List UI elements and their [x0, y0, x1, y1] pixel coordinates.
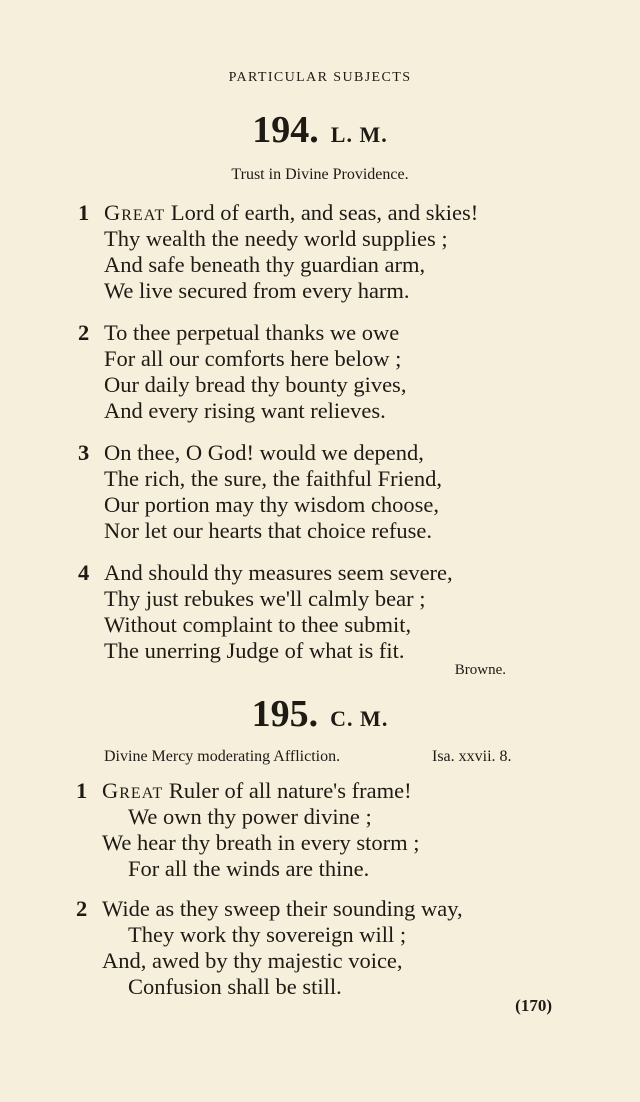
verse-line: We own thy power divine ;: [128, 804, 372, 829]
stanza-number: 3: [78, 440, 90, 465]
stanza-number: 2: [78, 320, 90, 345]
verse-line: And should thy measures seem severe,: [104, 560, 453, 585]
hymn-194-heading: [0, 108, 640, 152]
verse-line: We live secured from every harm.: [104, 278, 410, 303]
verse-line: And, awed by thy majestic voice,: [102, 948, 403, 973]
hymn-number: 195.: [251, 693, 319, 735]
running-head: PARTICULAR SUBJECTS: [228, 70, 412, 85]
first-line-rest: Ruler of all nature's frame!: [163, 778, 412, 803]
hymn-meter: L. M.: [330, 122, 388, 147]
verse-line: Thy wealth the needy world supplies ;: [104, 226, 448, 251]
stanza-number: 1: [78, 200, 90, 225]
verse-line: For all our comforts here below ;: [104, 346, 402, 371]
verse-line: Our portion may thy wisdom choose,: [104, 492, 439, 517]
page-number: (170): [515, 996, 552, 1015]
first-line-rest: Lord of earth, and seas, and skies!: [165, 200, 479, 225]
verse-line: The unerring Judge of what is fit.: [104, 638, 405, 663]
first-word: Great: [102, 778, 164, 803]
verse-line: Thy just rebukes we'll calmly bear ;: [104, 586, 426, 611]
verse-line: Without complaint to thee submit,: [104, 612, 412, 637]
verse-line: For all the winds are thine.: [128, 856, 370, 881]
verse-line: Our daily bread thy bounty gives,: [104, 372, 407, 397]
verse-line: Nor let our hearts that choice refuse.: [104, 518, 432, 543]
hymn-meter: C. M.: [330, 706, 389, 731]
verse-line: Confusion shall be still.: [128, 974, 342, 999]
verse-line: They work thy sovereign will ;: [128, 922, 407, 947]
verse-line: [104, 200, 478, 226]
first-word: Great: [104, 200, 166, 225]
hymn-195-heading: [0, 692, 640, 736]
hymn-number: 194.: [252, 109, 319, 151]
verse-line: On thee, O God! would we depend,: [104, 440, 424, 465]
stanza-number: 4: [78, 560, 90, 585]
verse-line: To thee perpetual thanks we owe: [104, 320, 400, 345]
verse-line: And every rising want relieves.: [104, 398, 386, 423]
verse-line: Wide as they sweep their sounding way,: [102, 896, 463, 921]
hymn-subtitle: Trust in Divine Providence.: [231, 166, 409, 183]
stanza-number: 1: [76, 778, 88, 803]
hymn-author: Browne.: [454, 662, 506, 678]
stanza-number: 2: [76, 896, 88, 921]
verse-line: And safe beneath thy guardian arm,: [104, 252, 426, 277]
verse-line: We hear thy breath in every storm ;: [102, 830, 420, 855]
hymn-subtitle: Divine Mercy moderating Affliction.: [104, 748, 341, 765]
verse-line: [102, 778, 412, 804]
scripture-reference: Isa. xxvii. 8.: [432, 748, 512, 765]
verse-line: The rich, the sure, the faithful Friend,: [104, 466, 443, 491]
